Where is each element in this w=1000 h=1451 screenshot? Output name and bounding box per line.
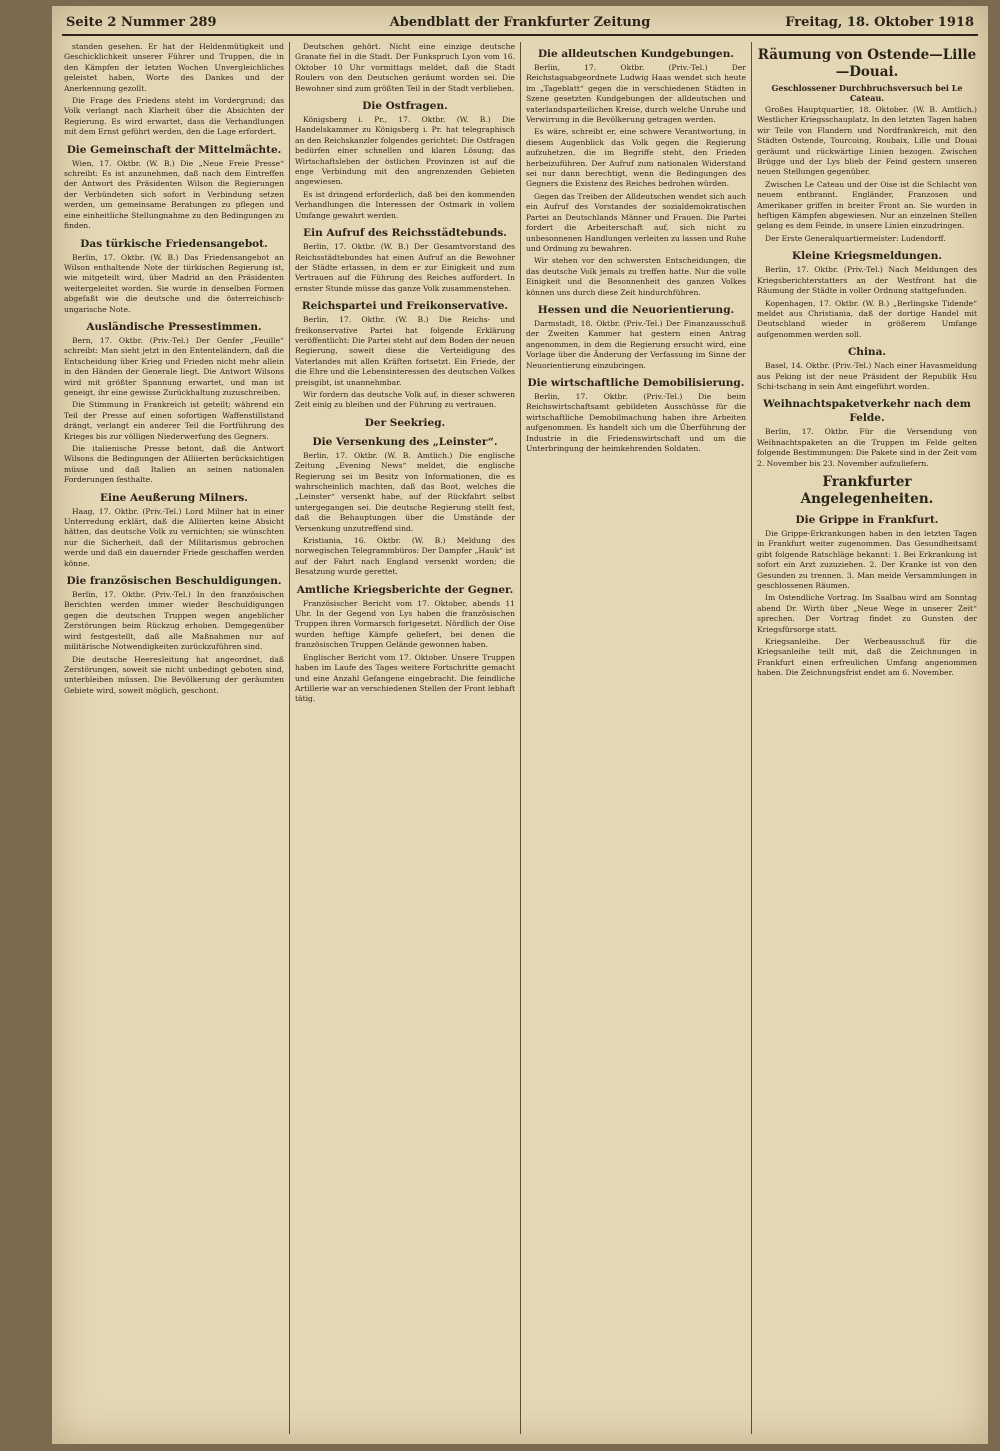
article-paragraph: Großes Hauptquartier, 18. Oktober. (W. B. Amtlich.) Westlicher Kriegsschauplatz. In den letzten Tagen haben wir Teile von Flandern und Nordfrankreich, mit den Städten Ostende, Tourcoing, Roubaix, Lille und Douai geräumt und rückwärtige Linien bezogen. Zwischen Brügge und der Lys blieb der Feind gestern unseren neuen Stellungen gegenüber. xyxy=(757,105,977,177)
article-section xyxy=(64,574,284,696)
article-headline: Reichspartei und Freikonservative. xyxy=(301,300,509,313)
article-section xyxy=(64,143,284,232)
article-paragraph: Die Grippe-Erkrankungen haben in den letzten Tagen in Frankfurt weiter zugenommen. Das Gesundheitsamt gibt folgende Ratschläge bekannt: 1. Bei Erkrankung ist sofort ein Arzt zuzuziehen. 2. Der Kranke ist von den Gesunden zu trennen. 3. Man meide Versammlungen in geschlossenen Räumen. xyxy=(757,528,977,590)
article-headline: Der Seekrieg. xyxy=(364,416,446,429)
article-paragraph: Wir stehen vor den schwersten Entscheidungen, die das deutsche Volk jemals zu treffen hatte. Nur die volle Einigkeit und die Besonnenheit des ganzen Volkes können uns durch diese Zeit hindurchführen. xyxy=(526,256,746,297)
article-headline: Ausländische Pressestimmen. xyxy=(86,320,262,333)
article-paragraph: Es ist dringend erforderlich, daß bei den kommenden Verhandlungen die Interessen der Ostmark in vollem Umfange gewahrt werden. xyxy=(295,189,515,220)
issue-date: Freitag, 18. Oktober 1918 xyxy=(785,15,974,30)
article-section xyxy=(295,226,515,294)
article-section xyxy=(757,249,977,340)
article-section xyxy=(757,47,977,244)
article-paragraph: Bern, 17. Oktbr. (Priv.-Tel.) Der Genfer „Feuille“ schreibt: Man sieht jetzt in den Ententeländern, daß die Entscheidung über Krieg und Frieden nicht mehr allein in den Händen der Generale liegt. Die Antwort Wilsons wird mit größter Spannung erwartet, und man ist geneigt, ihr eine gewisse Zurückhaltung zuzuschreiben. xyxy=(64,335,284,397)
newspaper-title: Abendblatt der Frankfurter Zeitung xyxy=(389,15,651,30)
article-paragraph: standen gesehen. Er hat der Heldenmütigkeit und Geschicklichkeit unserer Führer und Truppen, die in den Kämpfen der letzten Wochen Unvergleichliches geleistet haben, Worte des Dankes und der Anerkennung gezollt. xyxy=(64,42,284,93)
article-paragraph: Basel, 14. Oktbr. (Priv.-Tel.) Nach einer Havasmeldung aus Peking ist der neue Präsident der Republik Hsu Schi-tschang in sein Amt eingeführt worden. xyxy=(757,361,977,391)
article-section xyxy=(64,320,284,486)
article-section xyxy=(526,303,746,371)
article-headline: Die französischen Beschuldigungen. xyxy=(66,575,282,588)
article-headline: Die alldeutschen Kundgebungen. xyxy=(537,48,735,60)
article-paragraph: Französischer Bericht vom 17. Oktober, abends 11 Uhr. In der Gegend von Lys haben die französischen Truppen ihren Vormarsch fortgesetzt. Nördlich der Oise wurden heftige Kämpfe geliefert, bei denen die französischen Truppen Gelände gewonnen haben. xyxy=(295,598,515,650)
article-section xyxy=(64,42,284,138)
article-paragraph: Berlin, 17. Oktbr. (Priv.-Tel.) Nach Meldungen des Kriegsberichterstatters an der Westfront hat die Räumung der Städte in voller Ordnung stattgefunden. xyxy=(757,265,977,296)
article-headline: Die Grippe in Frankfurt. xyxy=(795,513,939,526)
article-headline: Eine Aeußerung Milners. xyxy=(100,491,248,504)
article-paragraph: Berlin, 17. Oktbr. (Priv.-Tel.) In den französischen Berichten werden immer wieder Beschuldigungen gegen die deutschen Truppen wegen angeblicher Zerstörungen beim Rückzug erhoben. Demgegenüber wird festgestellt, daß alle Maßnahmen nur auf militärische Notwendigkeiten zurückzuführen sind. xyxy=(64,590,284,652)
article-paragraph: Berlin, 17. Oktbr. (W. B.) Die Reichs- und freikonservative Partei hat folgende Erklärung veröffentlicht: Die Partei steht auf dem Boden der neuen Regierung, soweit diese die Verteidigung des Vaterlandes mit allen Kräften fortsetzt. Ein Friede, der die Ehre und die Lebensinteressen des deutschen Volkes preisgibt, ist unannehmbar. xyxy=(295,315,515,387)
article-paragraph: Kriegsanleihe. Der Werbeausschuß für die Kriegsanleihe teilt mit, daß die Zeichnungen in Frankfurt einen erfreulichen Umfang angenommen haben. Die Zeichnungsfrist endet am 6. November. xyxy=(757,637,977,678)
page-header xyxy=(62,12,978,36)
article-paragraph: Berlin, 17. Oktbr. (Priv.-Tel.) Der Reichstagsabgeordnete Ludwig Haas wendet sich heute im „Tageblatt“ gegen die in verschiedenen Städten in Szene gesetzten Kundgebungen der alldeutschen und vaterlandsparteilichen Kreise, durch welche Unruhe und Verwirrung in die Bevölkerung getragen werden. xyxy=(526,63,746,125)
article-section xyxy=(295,416,515,430)
column-2 xyxy=(295,42,515,1434)
article-section xyxy=(757,474,977,508)
article-section xyxy=(295,299,515,411)
article-paragraph: Berlin, 17. Oktbr. Für die Versendung von Weihnachtspaketen an die Truppen im Felde gelten folgende Bestimmungen: Die Pakete sind in der Zeit vom 2. November bis 23. November aufzuliefern. xyxy=(757,427,977,468)
article-headline: Frankfurter Angelegenheiten. xyxy=(800,473,934,507)
column-4 xyxy=(757,42,977,1434)
article-paragraph: Haag, 17. Oktbr. (Priv.-Tel.) Lord Milner hat in einer Unterredung erklärt, daß die Alliierten keine Absicht hätten, das deutsche Volk zu vernichten; sie wünschten nur die Sicherheit, daß der Militarismus gebrochen werde und daß ein dauernder Friede geschaffen werden könne. xyxy=(64,506,284,568)
article-section xyxy=(757,397,977,469)
article-paragraph: Im Ostendliche Vortrag. Im Saalbau wird am Sonntag abend Dr. Wirth über „Neue Wege in unserer Zeit“ sprechen. Der Vortrag findet zu Gunsten der Kriegsfürsorge statt. xyxy=(757,593,977,634)
article-headline: Ein Aufruf des Reichsstädtebunds. xyxy=(303,227,507,240)
article-paragraph: Kopenhagen, 17. Oktbr. (W. B.) „Berlingske Tidende“ meldet aus Christiania, daß der dortige Handel mit Deutschland wieder in größerem Umfange aufgenommen werden soll. xyxy=(757,298,977,339)
article-paragraph: Königsberg i. Pr., 17. Oktbr. (W. B.) Die Handelskammer zu Königsberg i. Pr. hat telegraphisch an den Reichskanzler folgendes gerichtet: Die Ostfragen bedürfen einer schnellen und klaren Lösung; das Wirtschaftsleben der östlichen Provinzen ist auf die enge Verbindung mit den angrenzenden Gebieten angewiesen. xyxy=(295,115,515,187)
article-paragraph: Berlin, 17. Oktbr. (W. B.) Der Gesamtvorstand des Reichsstädtebundes hat einen Aufruf an die Bewohner der Städte erlassen, in dem er zur Einigkeit und zum Vertrauen auf die Führung des Reiches auffordert. In ernster Stunde müsse das ganze Volk zusammenstehen. xyxy=(295,242,515,293)
column-rule xyxy=(289,42,290,1434)
article-section xyxy=(757,513,977,679)
article-paragraph: Die Stimmung in Frankreich ist geteilt; während ein Teil der Presse auf einen sofortigen Waffenstillstand drängt, verlangt ein anderer Teil die Fortführung des Krieges bis zur völligen Niederwerfung des Gegners. xyxy=(64,400,284,441)
article-headline: Das türkische Friedensangebot. xyxy=(80,237,268,250)
article-paragraph: Gegen das Treiben der Alldeutschen wendet sich auch ein Aufruf des Vorstandes der sozialdemokratischen Partei an Deutschlands Männer und Frauen. Die Partei fordert die Arbeiterschaft auf, sich nicht zu unbesonnenen Handlungen verleiten zu lassen und Ruhe und Ordnung zu bewahren. xyxy=(526,191,746,253)
article-paragraph: Berlin, 17. Oktbr. (Priv.-Tel.) Die beim Reichswirtschaftsamt gebildeten Ausschüsse für die wirtschaftliche Demobilmachung haben ihre Arbeiten aufgenommen. Es handelt sich um die Überführung der Industrie in die Friedenswirtschaft und um die Unterbringung der heimkehrenden Soldaten. xyxy=(526,391,746,453)
column-3 xyxy=(526,42,746,1434)
article-section xyxy=(295,99,515,221)
article-paragraph: Berlin, 17. Oktbr. (W. B.) Das Friedensangebot an Wilson enthaltende Note der türkischen Regierung ist, wie mitgeteilt wird, über Madrid an den Präsidenten weitergeleitet worden. Sie wurde in denselben Formen abgefaßt wie die deutsche und die österreichisch-ungarische Note. xyxy=(64,252,284,314)
article-paragraph: Die italienische Presse betont, daß die Antwort Wilsons die Bedingungen der Alliierten berücksichtigen müsse und daß Italien an seinen nationalen Forderungen festhalte. xyxy=(64,444,284,485)
column-rule xyxy=(751,42,752,1434)
article-headline: Räumung von Ostende—Lille—Douai. xyxy=(757,47,977,80)
article-headline: China. xyxy=(847,346,887,359)
article-headline: Die Ostfragen. xyxy=(362,100,448,113)
article-section xyxy=(64,491,284,569)
column-1 xyxy=(64,42,284,1434)
article-paragraph: Der Erste Generalquartiermeister: Ludendorff. xyxy=(765,233,946,243)
article-paragraph: Die Frage des Friedens steht im Vordergrund; das Volk verlangt nach Klarheit über die Absichten der Regierung. Es wird erwartet, dass die Verhandlungen mit dem Ernst geführt werden, den die Lage erfordert. xyxy=(64,96,284,137)
article-headline: Kleine Kriegsmeldungen. xyxy=(791,250,943,263)
article-paragraph: Es wäre, schreibt er, eine schwere Verantwortung, in diesem Augenblick das Volk gegen die Regierung aufzuhetzen, die im Begriffe steht, den Frieden herbeizuführen. Der Aufruf zum nationalen Widerstand sei nur dann berechtigt, wenn die Bedingungen des Gegners die Existenz des Reiches bedrohen würden. xyxy=(526,127,746,189)
article-section xyxy=(295,42,515,94)
article-paragraph: Darmstadt, 18. Oktbr. (Priv.-Tel.) Der Finanzausschuß der Zweiten Kammer hat gestern einen Antrag angenommen, in dem die Regierung ersucht wird, eine Vorlage über die Änderung der Verfassung im Sinne der Neuorientierung einzubringen. xyxy=(526,318,746,370)
article-section xyxy=(295,435,515,578)
article-headline: Die wirtschaftliche Demobilisierung. xyxy=(527,376,745,389)
article-section xyxy=(526,47,746,298)
article-headline: Die Gemeinschaft der Mittelmächte. xyxy=(66,143,282,156)
article-headline: Die Versenkung des „Leinster“. xyxy=(312,435,498,448)
article-paragraph: Kristiania, 16. Oktbr. (W. B.) Meldung des norwegischen Telegrammbüros: Der Dampfer „Hauk“ ist auf der Fahrt nach England versenkt worden; die Besatzung wurde gerettet. xyxy=(295,536,515,577)
article-section xyxy=(526,376,746,454)
article-headline: Weihnachtspaketverkehr nach dem Felde. xyxy=(763,398,971,425)
column-rule xyxy=(520,42,521,1434)
article-subheadline: Geschlossener Durchbruchsversuch bei Le Cateau. xyxy=(771,83,963,103)
article-paragraph: Deutschen gehört. Nicht eine einzige deutsche Granate fiel in die Stadt. Der Funkspruch Lyon vom 16. Oktober 10 Uhr vormittags meldet, daß die Stadt Roulers von den Deutschen geräumt worden sei. Die Bewohner sind zum größten Teil in der Stadt verblieben. xyxy=(295,42,515,93)
article-paragraph: Wir fordern das deutsche Volk auf, in dieser schweren Zeit einig zu bleiben und der Führung zu vertrauen. xyxy=(295,389,515,410)
article-section xyxy=(64,237,284,315)
article-paragraph: Berlin, 17. Oktbr. (W. B. Amtlich.) Die englische Zeitung „Evening News“ meldet, die englische Regierung sei im Besitz von Informationen, die es wahrscheinlich machten, daß das Boot, welches die „Leinster“ versenkt habe, auf der Rückfahrt selbst untergegangen sei. Die deutsche Regierung stellt fest, daß die Behauptungen über die Umstände der Versenkung unzutreffend sind. xyxy=(295,450,515,533)
article-paragraph: Wien, 17. Oktbr. (W. B.) Die „Neue Freie Presse“ schreibt: Es ist anzunehmen, daß nach dem Eintreffen der Antwort des Präsidenten Wilson die Regierungen der Verbündeten sich sofort in Verbindung setzen werden, um gemeinsame Beratungen zu pflegen und eine einheitliche Stellungnahme zu den Bedingungen zu finden. xyxy=(64,158,284,231)
article-paragraph: Zwischen Le Cateau und der Oise ist die Schlacht von neuem entbrannt. Engländer, Franzosen und Amerikaner griffen in breiter Front an. Sie wurden in heftigen Kämpfen abgewiesen. Nur an einzelnen Stellen gelang es dem Feinde, in unsere Linien einzudringen. xyxy=(757,179,977,231)
article-paragraph: Die deutsche Heeresleitung hat angeordnet, daß Zerstörungen, soweit sie nicht unbedingt geboten sind, unterbleiben müssen. Die Bevölkerung der geräumten Gebiete wird, soweit möglich, geschont. xyxy=(64,654,284,695)
newspaper-page xyxy=(52,6,988,1444)
article-headline: Amtliche Kriegsberichte der Gegner. xyxy=(296,583,514,596)
page-number: Seite 2 Nummer 289 xyxy=(66,15,217,30)
article-section xyxy=(295,583,515,705)
article-headline: Hessen und die Neuorientierung. xyxy=(537,303,735,316)
article-paragraph: Englischer Bericht vom 17. Oktober. Unsere Truppen haben im Laufe des Tages weitere Fortschritte gemacht und eine Anzahl Gefangene eingebracht. Die feindliche Artillerie war an verschiedenen Stellen der Front lebhaft tätig. xyxy=(295,652,515,704)
article-section xyxy=(757,345,977,392)
